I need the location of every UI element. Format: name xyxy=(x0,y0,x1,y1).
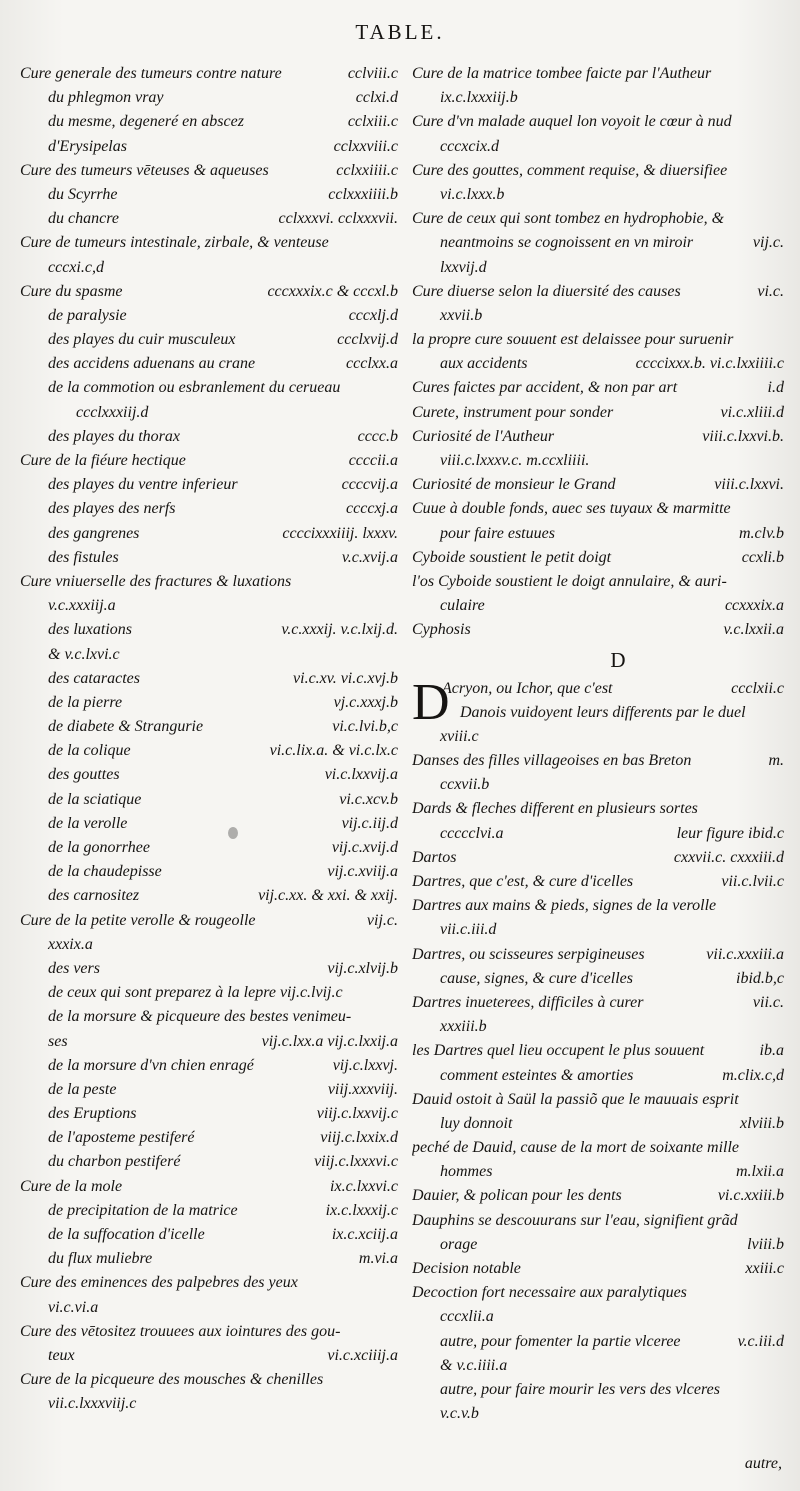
entry-reference: viij.c.lxxxvi.c xyxy=(314,1153,398,1171)
entry-reference: xlviii.b xyxy=(740,1114,784,1132)
entry-text: de la peste xyxy=(48,1080,117,1098)
entry-text: Dards & fleches different en plusieurs sortes xyxy=(412,800,698,818)
entry-text: xxxiii.b xyxy=(440,1018,487,1036)
index-entry xyxy=(20,884,398,908)
entry-reference: cccxlj.d xyxy=(348,306,398,324)
entry-text: cccxi.c,d xyxy=(48,258,104,276)
entry-reference: viii.c.lxxvi.b. xyxy=(702,427,784,445)
index-entry xyxy=(20,497,398,521)
entry-text: comment esteintes & amorties xyxy=(440,1066,634,1084)
entry-reference: vij.c. xyxy=(752,234,784,252)
index-entry xyxy=(20,618,398,642)
index-entry xyxy=(20,981,398,1005)
entry-reference: vij.c.xx. & xxi. & xxij. xyxy=(258,887,398,905)
entry-text: culaire xyxy=(440,597,485,615)
entry-text: des gouttes xyxy=(48,766,120,784)
index-column-left xyxy=(20,62,398,1417)
entry-reference: ix.c.lxxxij.c xyxy=(325,1201,398,1219)
index-entry xyxy=(412,546,784,570)
index-entry xyxy=(20,1175,398,1199)
entry-reference: ix.c.xciij.a xyxy=(331,1226,398,1243)
entry-text: Dartos xyxy=(412,848,457,866)
entry-text: Danses des filles villageoises en bas Breton xyxy=(412,752,692,770)
index-entry xyxy=(412,328,784,352)
index-entry xyxy=(20,1078,398,1102)
index-entry xyxy=(20,1054,398,1078)
entry-reference: vj.c.xxxj.b xyxy=(333,693,398,711)
entry-text: neantmoins se cognoissent en vn miroir xyxy=(440,234,694,252)
entry-reference: i.d xyxy=(767,379,784,397)
entry-reference: vi.c.xcv.b xyxy=(339,790,398,808)
index-entry xyxy=(412,846,784,870)
entry-reference: viij.c.lxxvij.c xyxy=(316,1105,398,1123)
entry-reference: vij.c.xviij.a xyxy=(327,863,398,881)
index-entry xyxy=(412,677,784,701)
entry-reference: ccccixxxiiij. lxxxv. xyxy=(282,524,398,542)
entry-reference: vii.c.xxxiii.a xyxy=(706,945,784,963)
entry-reference: ccccii.a xyxy=(348,452,398,469)
entry-text: ccccclvi.a xyxy=(440,824,504,842)
entry-text: peché de Dauid, cause de la mort de soixante mille xyxy=(412,1139,740,1157)
index-entry xyxy=(412,352,784,376)
index-entry xyxy=(20,957,398,981)
entry-text: de ceux qui sont preparez à la lepre vij.c.lvij.c xyxy=(48,984,343,1002)
entry-reference: vij.c.xlvij.b xyxy=(327,959,398,977)
entry-text: des accidens aduenans au crane xyxy=(48,355,256,373)
entry-text: des playes du thorax xyxy=(48,427,180,445)
entry-text: de la suffocation d'icelle xyxy=(48,1226,205,1243)
entry-text: des carnositez xyxy=(48,887,140,905)
page-header: TABLE. xyxy=(355,20,445,44)
entry-reference: ix.c.lxxvi.c xyxy=(330,1177,398,1195)
index-entry xyxy=(20,352,398,376)
index-entry xyxy=(412,570,784,594)
entry-text: Cure des tumeurs vēteuses & aqueuses xyxy=(20,161,269,179)
entry-reference: ccccxj.a xyxy=(346,500,398,518)
entry-reference: cclxxxvi. cclxxxvii. xyxy=(278,210,398,228)
entry-reference: m. xyxy=(768,752,784,770)
entry-text: Cure de la mole xyxy=(20,1177,123,1195)
catchword: autre, xyxy=(744,1455,782,1472)
index-entry xyxy=(20,1271,398,1295)
entry-reference: ccccixxx.b. vi.c.lxxiiii.c xyxy=(635,355,784,373)
entry-text: ix.c.lxxxiij.b xyxy=(440,89,518,107)
index-entry xyxy=(412,1354,784,1378)
entry-text: & v.c.iiii.a xyxy=(440,1356,508,1374)
index-entry xyxy=(412,1281,784,1305)
entry-text: pour faire estuues xyxy=(440,524,555,542)
index-entry xyxy=(412,110,784,134)
entry-text: Dartres aux mains & pieds, signes de la verolle xyxy=(412,897,717,915)
entries-c xyxy=(412,62,784,643)
entry-text: cccxcix.d xyxy=(440,137,500,155)
entry-text: des Eruptions xyxy=(48,1105,137,1123)
entry-reference: vi.c.lxxvij.a xyxy=(324,766,398,784)
index-entry xyxy=(20,522,398,546)
entry-text: v.c.v.b xyxy=(440,1405,479,1423)
index-entry xyxy=(20,62,398,86)
index-entry xyxy=(20,256,398,280)
entry-text: Danois vuidoyent leurs differents par le duel xyxy=(460,703,746,721)
index-entry xyxy=(412,870,784,894)
index-entry xyxy=(412,522,784,546)
index-entry xyxy=(20,1150,398,1174)
entry-text: d'Erysipelas xyxy=(48,137,127,155)
entry-text: & v.c.lxvi.c xyxy=(48,645,120,663)
entry-reference: v.c.xxxij. v.c.lxij.d. xyxy=(281,621,398,639)
index-entry xyxy=(20,449,398,473)
entry-text: Dauid ostoit à Saül la passiõ que le mauuais esprit xyxy=(412,1090,739,1108)
entry-text: Cure des gouttes, comment requise, & diuersifiee xyxy=(412,161,728,179)
entry-text: Cure du spasme xyxy=(20,282,123,300)
index-entry xyxy=(412,401,784,425)
entry-text: Cure de la matrice tombee faicte par l'Autheur xyxy=(412,65,712,82)
index-entry xyxy=(20,183,398,207)
entry-text: de la commotion ou esbranlement du cerueau xyxy=(48,379,341,397)
index-entry xyxy=(20,1247,398,1271)
index-entry xyxy=(20,1368,398,1392)
index-entry xyxy=(412,86,784,110)
entry-text: vi.c.lxxx.b xyxy=(440,185,505,203)
entry-reference: ccclxvij.d xyxy=(337,331,398,349)
index-column-right xyxy=(412,62,784,1426)
index-entry xyxy=(412,1184,784,1208)
index-entry xyxy=(412,1330,784,1354)
index-entry xyxy=(412,701,784,725)
index-entry xyxy=(20,135,398,159)
index-entry xyxy=(412,773,784,797)
index-entry xyxy=(20,667,398,691)
index-entry xyxy=(412,207,784,231)
entry-reference: cclxiii.c xyxy=(347,113,398,131)
entry-text: cause, signes, & cure d'icelles xyxy=(440,969,633,987)
index-entry xyxy=(412,376,784,400)
index-entry xyxy=(412,797,784,821)
entry-text: ccclxxxiij.d xyxy=(76,403,149,421)
index-entry xyxy=(20,231,398,255)
entry-text: xxxix.a xyxy=(48,935,93,953)
index-entry xyxy=(412,497,784,521)
entry-text: autre, pour faire mourir les vers des vlceres xyxy=(440,1380,720,1398)
entry-text: du charbon pestiferé xyxy=(48,1153,181,1171)
entry-text: Cure des eminences des palpebres des yeux xyxy=(20,1274,298,1292)
index-entry xyxy=(20,1102,398,1126)
index-entry xyxy=(20,159,398,183)
index-entry xyxy=(20,328,398,352)
entry-reference: ccxli.b xyxy=(741,548,784,566)
index-entry xyxy=(412,62,784,86)
entry-reference: viii.c.lxxvi. xyxy=(714,476,784,494)
entry-text: Cuue à double fonds, auec ses tuyaux & marmitte xyxy=(412,500,731,518)
index-entry xyxy=(412,1233,784,1257)
entry-text: Cure de la picqueure des mousches & chenilles xyxy=(20,1371,324,1389)
entry-text: Cure de tumeurs intestinale, zirbale, & venteuse xyxy=(20,234,329,252)
entry-text: vii.c.iii.d xyxy=(440,921,497,939)
index-entry xyxy=(20,86,398,110)
index-entry xyxy=(20,594,398,618)
entry-reference: vi.c. xyxy=(757,282,784,300)
index-entry xyxy=(412,135,784,159)
drop-cap: D xyxy=(412,673,450,731)
index-entry xyxy=(20,643,398,667)
index-entry xyxy=(412,749,784,773)
index-entry xyxy=(20,1296,398,1320)
entry-text: de la verolle xyxy=(48,814,128,832)
entry-text: ccxvii.b xyxy=(440,776,490,794)
index-entry xyxy=(412,1064,784,1088)
entry-text: Dartres, ou scisseures serpigineuses xyxy=(412,945,645,963)
entry-reference: vi.c.xliii.d xyxy=(720,403,784,421)
index-entry xyxy=(412,1378,784,1402)
entry-text: Cyboide soustient le petit doigt xyxy=(412,548,612,566)
index-entry xyxy=(20,1344,398,1368)
index-entry xyxy=(20,425,398,449)
entry-reference: m.vi.a xyxy=(358,1250,398,1268)
ink-smudge xyxy=(228,827,238,839)
entry-reference: vi.c.xciiij.a xyxy=(327,1346,398,1364)
index-entry xyxy=(412,449,784,473)
entry-text: ses xyxy=(48,1032,68,1050)
entry-reference: cccxxxix.c & cccxl.b xyxy=(267,282,398,300)
index-entry xyxy=(20,691,398,715)
index-entry xyxy=(20,909,398,933)
entry-reference: vi.c.xxiii.b xyxy=(717,1187,784,1205)
entry-reference: vi.c.lix.a. & vi.c.lx.c xyxy=(269,742,398,760)
entry-reference: vij.c.lxxvj. xyxy=(332,1056,398,1074)
entry-reference: v.c.xvij.a xyxy=(341,548,398,566)
entry-text: de la pierre xyxy=(48,693,123,711)
entry-text: de la morsure & picqueure des bestes venimeu- xyxy=(48,1008,352,1026)
entry-text: Decoction fort necessaire aux paralytiques xyxy=(412,1284,687,1302)
entry-reference: vi.c.lvi.b,c xyxy=(332,718,398,736)
entry-text: luy donnoit xyxy=(440,1114,513,1132)
entry-text: hommes xyxy=(440,1163,493,1181)
entry-text: de la chaudepisse xyxy=(48,863,162,881)
entry-reference: lviii.b xyxy=(747,1235,784,1253)
entry-text: des playes des nerfs xyxy=(48,500,176,518)
entry-text: Acryon, ou Ichor, que c'est xyxy=(442,679,613,697)
entry-text: du mesme, degeneré en abscez xyxy=(48,113,244,131)
entry-text: Dauier, & polican pour les dents xyxy=(412,1187,622,1205)
index-entry xyxy=(412,1039,784,1063)
entry-text: de la morsure d'vn chien enragé xyxy=(48,1056,254,1074)
entry-text: Cure diuerse selon la diuersité des causes xyxy=(412,282,681,300)
entry-text: Cure de ceux qui sont tombez en hydrophobie, & xyxy=(412,210,725,228)
entry-text: Cure des vētositez trouuees aux iointures des gou- xyxy=(20,1322,341,1340)
index-entry xyxy=(412,1209,784,1233)
index-entry xyxy=(20,546,398,570)
entry-reference: xxiii.c xyxy=(745,1260,784,1277)
entry-text: Dartres, que c'est, & cure d'icelles xyxy=(412,873,634,890)
entry-text: des luxations xyxy=(48,621,132,639)
index-entry xyxy=(412,822,784,846)
index-entry xyxy=(412,1088,784,1112)
entry-text: Cure d'vn malade auquel lon voyoit le cœur à nud xyxy=(412,113,732,131)
index-entry xyxy=(412,1112,784,1136)
entry-text: lxxvij.d xyxy=(440,258,487,276)
entry-reference: vij.c. xyxy=(366,911,398,929)
entry-text: de l'aposteme pestiferé xyxy=(48,1129,195,1147)
index-entry xyxy=(20,1005,398,1029)
index-entry xyxy=(20,1030,398,1054)
entry-reference: v.c.lxxii.a xyxy=(723,621,784,639)
entry-reference: v.c.iii.d xyxy=(737,1332,784,1350)
entry-reference: ccxxxix.a xyxy=(724,597,784,615)
entry-text: de paralysie xyxy=(48,306,127,324)
entry-text: vi.c.vi.a xyxy=(48,1298,99,1316)
index-entry xyxy=(412,231,784,255)
entry-text: de la sciatique xyxy=(48,790,142,808)
index-entry xyxy=(20,1199,398,1223)
index-entry xyxy=(412,991,784,1015)
entry-text: Curete, instrument pour sonder xyxy=(412,403,614,421)
entry-text: des playes du ventre inferieur xyxy=(48,476,238,494)
entry-text: des gangrenes xyxy=(48,524,140,542)
entry-reference: ccclxii.c xyxy=(731,679,784,697)
index-entry xyxy=(412,943,784,967)
entry-reference: vij.c.lxx.a vij.c.lxxij.a xyxy=(261,1032,398,1050)
index-entry xyxy=(412,1402,784,1426)
entry-reference: vij.c.xvij.d xyxy=(331,839,398,856)
entry-reference: m.clv.b xyxy=(738,524,784,542)
entry-reference: cclxxiiii.c xyxy=(336,161,398,179)
entry-reference: m.lxii.a xyxy=(736,1163,784,1181)
index-entry xyxy=(20,401,398,425)
entry-reference: viij.xxxviij. xyxy=(327,1080,398,1098)
entry-text: cccxlii.a xyxy=(440,1308,494,1326)
entry-reference: cccc.b xyxy=(357,427,398,445)
index-entry xyxy=(412,425,784,449)
entry-reference: cxxvii.c. cxxxiii.d xyxy=(673,848,784,866)
index-entry xyxy=(412,594,784,618)
index-entry xyxy=(20,280,398,304)
index-entry xyxy=(412,280,784,304)
entry-text: des vers xyxy=(48,959,100,977)
entry-text: Decision notable xyxy=(412,1260,521,1277)
index-entry xyxy=(412,256,784,280)
entry-reference: ccccvij.a xyxy=(341,476,398,494)
index-entry xyxy=(20,933,398,957)
entry-text: la propre cure souuent est delaissee pour suruenir xyxy=(412,331,734,349)
index-entry xyxy=(20,376,398,400)
entry-text: Cure de la petite verolle & rougeolle xyxy=(20,911,256,929)
index-entry xyxy=(20,812,398,836)
entry-text: de precipitation de la matrice xyxy=(48,1201,238,1219)
entry-reference: viij.c.lxxix.d xyxy=(320,1129,398,1147)
entry-reference: cclxxviii.c xyxy=(333,137,398,155)
entry-text: autre, pour fomenter la partie vlceree xyxy=(440,1332,681,1350)
index-entry xyxy=(412,159,784,183)
entry-text: des fistules xyxy=(48,548,119,566)
index-entry xyxy=(20,836,398,860)
entry-reference: ib.a xyxy=(759,1042,784,1060)
entry-reference: ccclxx.a xyxy=(346,355,398,373)
entry-text: teux xyxy=(48,1346,75,1364)
entry-text: Curiosité de monsieur le Grand xyxy=(412,476,616,494)
index-entry xyxy=(412,183,784,207)
entry-reference: m.clix.c,d xyxy=(722,1066,784,1084)
entry-reference: ibid.b,c xyxy=(736,969,784,987)
index-entry xyxy=(412,473,784,497)
entry-reference: cclxi.d xyxy=(355,89,398,107)
index-entry xyxy=(20,207,398,231)
index-entry xyxy=(20,739,398,763)
entry-text: les Dartres quel lieu occupent le plus souuent xyxy=(412,1042,705,1060)
entry-text: Dauphins se descouurans sur l'eau, signifient grãd xyxy=(412,1211,738,1229)
entry-text: aux accidents xyxy=(440,355,528,373)
index-entry xyxy=(412,1160,784,1184)
entry-reference: leur figure ibid.c xyxy=(676,824,784,842)
index-entry xyxy=(20,304,398,328)
entry-text: orage xyxy=(440,1235,478,1253)
entry-text: de diabete & Strangurie xyxy=(48,718,204,736)
entry-text: Cures faictes par accident, & non par art xyxy=(412,379,678,397)
entry-reference: vij.c.iij.d xyxy=(341,814,398,832)
entry-text: Cure generale des tumeurs contre nature xyxy=(20,65,282,82)
index-entry xyxy=(20,473,398,497)
entry-text: Cure vniuerselle des fractures & luxations xyxy=(20,572,292,590)
entry-reference: vi.c.xv. vi.c.xvj.b xyxy=(293,669,398,687)
index-entry xyxy=(20,860,398,884)
index-entry xyxy=(20,570,398,594)
entry-reference: vii.c. xyxy=(752,993,784,1011)
index-entry xyxy=(412,304,784,328)
index-entry xyxy=(20,1392,398,1416)
entry-text: Cure de la fiéure hectique xyxy=(20,452,186,469)
index-entry xyxy=(412,1015,784,1039)
index-entry xyxy=(412,918,784,942)
entry-text: Dartres inueterees, difficiles à curer xyxy=(412,993,644,1011)
index-entry xyxy=(20,788,398,812)
entry-text: vii.c.lxxxviij.c xyxy=(48,1395,137,1413)
index-entry xyxy=(20,715,398,739)
entry-text: v.c.xxxiij.a xyxy=(48,597,116,615)
index-entry xyxy=(20,1320,398,1344)
index-entry xyxy=(20,1126,398,1150)
entry-text: du flux muliebre xyxy=(48,1250,153,1268)
entry-text: xxvii.b xyxy=(440,306,483,324)
entry-text: Curiosité de l'Autheur xyxy=(412,427,555,445)
index-entry xyxy=(412,1257,784,1281)
index-entry xyxy=(412,894,784,918)
entry-text: l'os Cyboide soustient le doigt annulaire, & auri- xyxy=(412,572,727,590)
index-entry xyxy=(412,725,784,749)
entry-text: du chancre xyxy=(48,210,119,228)
entry-text: des cataractes xyxy=(48,669,140,687)
section-letter: D xyxy=(610,647,626,672)
index-entry xyxy=(412,1136,784,1160)
index-entry xyxy=(20,110,398,134)
entry-text: des playes du cuir musculeux xyxy=(48,331,236,349)
entry-text: xviii.c xyxy=(440,727,479,745)
entry-text: de la gonorrhee xyxy=(48,839,150,856)
entry-reference: cclviii.c xyxy=(347,65,398,82)
entry-reference: cclxxxiiii.b xyxy=(328,185,398,203)
index-entry xyxy=(20,763,398,787)
entry-text: viii.c.lxxxv.c. m.ccxliiii. xyxy=(440,452,590,469)
entry-text: du Scyrrhe xyxy=(48,185,118,203)
entry-text: du phlegmon vray xyxy=(48,89,164,107)
entry-reference: vii.c.lvii.c xyxy=(721,873,784,890)
entry-text: Cyphosis xyxy=(412,621,471,639)
entries-d xyxy=(412,673,784,1427)
index-entry xyxy=(412,1305,784,1329)
index-entry xyxy=(412,618,784,642)
index-entry xyxy=(20,1223,398,1247)
entry-text: de la colique xyxy=(48,742,131,760)
index-entry xyxy=(412,967,784,991)
